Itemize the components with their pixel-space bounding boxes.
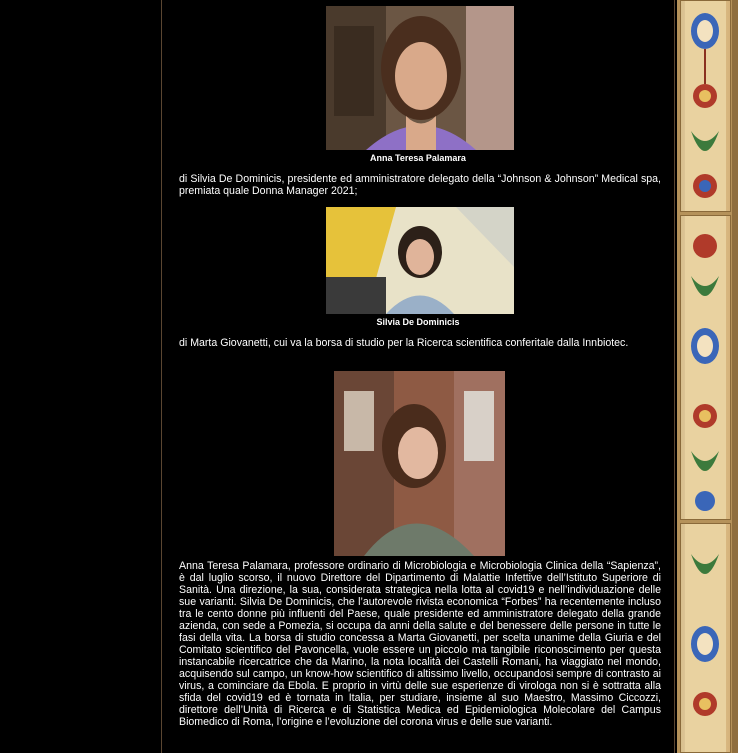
paragraph-silvia-intro: di Silvia De Dominicis, presidente ed amministratore delegato della “Johnson & Johnson” Medical spa, premiata quale Donna Manager 2021; <box>179 173 661 197</box>
paragraph-main-body: Anna Teresa Palamara, professore ordinario di Microbiologia e Microbiologia Clinica della “Sapienza”, è dal luglio scorso, il nuovo Direttore del Dipartimento di Malattie Infettive dell’Istituto Superiore di Sanità. Una direzione, la sua, considerata strategica nella lotta al covid19 e nell’individuazione delle sue varianti. Silvia De Dominicis, che l’autorevole rivista economica “Forbes” ha recentemente incluso tra le cento donne più influenti del Paese, quale presidente ed amministratore delegato della grande azienda, con sede a Pomezia, si occupa da anni della salute e del benessere delle persone in tutte le fasi della vita. La borsa di studio concessa a Marta Giovanetti, per scelta unanime della Giuria e del Comitato scientifico del Pavoncella, vuole essere un piccolo ma tangibile riconoscimento per questa instancabile ricercatrice che da Marino, la nota località dei Castelli Romani, ha viaggiato nel mondo, acquisendo sul campo, un know-how scientifico di altissimo livello, occupandosi sempre di contrasto ai virus, a cominciare da Ebola. E proprio in virtù delle sue esperienze di virologa non si è sottratta alla sfida del covid19 ed è tornata in Italia, per studiare, insieme al suo Maestro, Massimo Ciccozzi, direttore dell’Unità di Ricerca e di Statistica Medica ed Epidemiologica Molecolare del Campus Biomedico di Roma, l’origine e l’evoluzione del corona virus e delle sue varianti. <box>179 560 661 728</box>
ornament-panel-1 <box>680 0 731 212</box>
portrait-image <box>326 207 514 314</box>
photo-marta-giovanetti <box>334 371 505 556</box>
paragraph-marta-intro: di Marta Giovanetti, cui va la borsa di studio per la Ricerca scientifica conferitale dalla Innbiotec. <box>179 337 629 349</box>
left-gutter <box>0 0 161 753</box>
decorative-border <box>677 0 738 753</box>
caption-silvia: Silvia De Dominicis <box>376 317 460 327</box>
ornament-panel-2 <box>680 215 731 520</box>
caption-anna: Anna Teresa Palamara <box>370 153 466 163</box>
article-column <box>161 0 675 753</box>
ornament-panel-3 <box>680 523 731 753</box>
photo-silvia-de-dominicis <box>326 207 514 314</box>
portrait-image <box>334 371 505 556</box>
ornament-edge <box>732 0 738 753</box>
photo-anna-teresa-palamara <box>326 6 514 150</box>
portrait-image <box>326 6 514 150</box>
